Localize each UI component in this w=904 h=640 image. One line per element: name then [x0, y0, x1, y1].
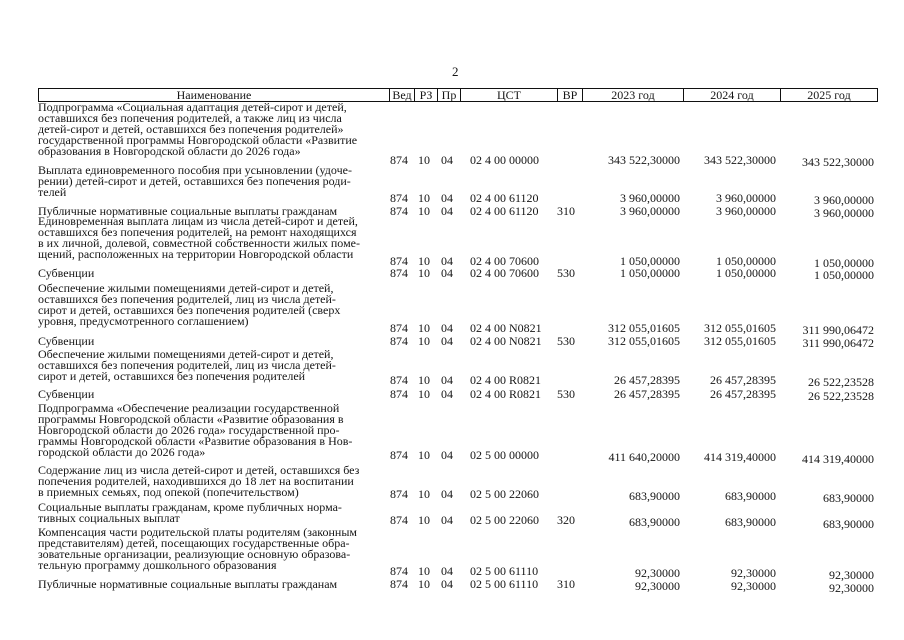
row-cst: 02 4 00 R0821 — [470, 373, 542, 387]
row-name: Публичные нормативные социальные выплаты гражданам — [38, 206, 338, 218]
table-row — [0, 165, 904, 207]
row-cst: 02 4 00 70600 — [470, 254, 539, 268]
row-2023: 92,30000 — [635, 579, 680, 593]
row-cst: 02 4 00 00000 — [470, 153, 539, 167]
row-rz: 10 — [418, 487, 430, 501]
row-ved: 874 — [390, 334, 408, 348]
row-rz: 10 — [418, 334, 430, 348]
row-2023: 3 960,00000 — [620, 204, 680, 218]
row-2025: 26 522,23528 — [808, 389, 874, 403]
row-ved: 874 — [390, 373, 408, 387]
table-row — [0, 577, 904, 595]
row-name: Публичные нормативные социальные выплаты гражданам — [38, 579, 338, 591]
row-2023: 26 457,28395 — [614, 373, 680, 387]
row-pr: 04 — [441, 204, 453, 218]
row-2024: 92,30000 — [731, 579, 776, 593]
row-pr: 04 — [441, 387, 453, 401]
row-ved: 874 — [390, 204, 408, 218]
row-2024: 683,90000 — [725, 515, 776, 529]
row-2024: 92,30000 — [731, 566, 776, 580]
header-2025: 2025 год — [807, 89, 851, 101]
row-cst: 02 4 00 N0821 — [470, 334, 542, 348]
row-name: Выплата единовременного пособия при усыновлении (удоче- рении) детей-сирот и детей, оставшихся без попечения роди- телей — [38, 165, 352, 199]
row-pr: 04 — [441, 321, 453, 335]
row-2025: 1 050,00000 — [814, 256, 874, 270]
row-2025: 683,90000 — [823, 491, 874, 505]
row-name: Обеспечение жилыми помещениями детей-сирот и детей, оставшихся без попечения родителей, лиц из числа детей- сирот и детей, оставшихся без попечения родителей — [38, 349, 336, 383]
row-rz: 10 — [418, 448, 430, 462]
row-2023: 26 457,28395 — [614, 387, 680, 401]
table-row — [0, 336, 904, 349]
row-name: Компенсация части родительской платы родителям (законным представителям) детей, посещающих государственные обра- зовательные организации, реализующие основную образова- тельную программу дошкольного образования — [38, 527, 358, 572]
row-cst: 02 4 00 61120 — [470, 191, 539, 205]
row-rz: 10 — [418, 577, 430, 591]
header-2023: 2023 год — [611, 89, 655, 101]
table-row — [0, 403, 904, 465]
row-name: Социальные выплаты гражданам, кроме публичных норма- тивных социальных выплат — [38, 502, 342, 525]
row-vr: 530 — [557, 266, 575, 280]
row-2025: 92,30000 — [829, 581, 874, 595]
row-pr: 04 — [441, 577, 453, 591]
table-header — [38, 88, 878, 102]
row-rz: 10 — [418, 373, 430, 387]
row-pr: 04 — [441, 487, 453, 501]
row-rz: 10 — [418, 254, 430, 268]
row-2024: 1 050,00000 — [716, 266, 776, 280]
row-2025: 3 960,00000 — [814, 193, 874, 207]
table-row — [0, 527, 904, 582]
row-2024: 683,90000 — [725, 489, 776, 503]
row-cst: 02 5 00 22060 — [470, 513, 539, 527]
row-cst: 02 4 00 61120 — [470, 204, 539, 218]
header-ved: Вед — [392, 89, 412, 101]
row-name: Обеспечение жилыми помещениями детей-сирот и детей, оставшихся без попечения родителей, лиц из числа детей- сирот и детей, оставшихся без попечения родителей (сверх уровня, предусмотренного соглашением) — [38, 283, 341, 328]
row-2025: 311 990,06472 — [802, 323, 874, 337]
row-pr: 04 — [441, 266, 453, 280]
row-name: Подпрограмма «Социальная адаптация детей-сирот и детей, оставшихся без попечения родителей, а также лиц из числа детей-сирот и детей, оставшихся без попечения родителей» государственной программы Новгородской области «Развитие образования в Новгородской области до 2026 года» — [38, 102, 358, 158]
row-vr: 310 — [557, 577, 575, 591]
row-name: Единовременная выплата лицам из числа детей-сирот и детей, оставшихся без попечения родителей, на ремонт находящихся в их личной, долевой, совместной собственности жилых поме- щений, расположенных на территории Новгородской области — [38, 216, 360, 261]
row-2023: 1 050,00000 — [620, 254, 680, 268]
row-name: Содержание лиц из числа детей-сирот и детей, оставшихся без попечения родителей, находившихся до 18 лет на воспитании в приемных семьях, под опекой (попечительством) — [38, 465, 360, 499]
row-pr: 04 — [441, 448, 453, 462]
row-2024: 312 055,01605 — [704, 334, 776, 348]
row-rz: 10 — [418, 513, 430, 527]
row-2023: 1 050,00000 — [620, 266, 680, 280]
row-ved: 874 — [390, 564, 408, 578]
row-2023: 3 960,00000 — [620, 191, 680, 205]
row-name: Субвенции — [38, 389, 95, 401]
header-name: Наименование — [176, 89, 252, 101]
table-row — [0, 216, 904, 270]
row-vr: 310 — [557, 204, 575, 218]
row-2024: 3 960,00000 — [716, 191, 776, 205]
row-vr: 530 — [557, 387, 575, 401]
table-row — [0, 349, 904, 389]
row-2025: 311 990,06472 — [802, 336, 874, 350]
row-rz: 10 — [418, 387, 430, 401]
row-ved: 874 — [390, 191, 408, 205]
row-rz: 10 — [418, 191, 430, 205]
row-2024: 26 457,28395 — [710, 373, 776, 387]
table-row — [0, 389, 904, 402]
row-2025: 343 522,30000 — [802, 155, 874, 169]
row-vr: 530 — [557, 334, 575, 348]
row-rz: 10 — [418, 153, 430, 167]
row-rz: 10 — [418, 266, 430, 280]
row-ved: 874 — [390, 448, 408, 462]
row-cst: 02 4 00 70600 — [470, 266, 539, 280]
row-name: Подпрограмма «Обеспечение реализации государственной программы Новгородской области «Развитие образования в Новгородской области до 2026 года» государственной про- граммы Новгородской области «Развитие образования в Нов- городской области до 2026 года» — [38, 403, 353, 459]
header-cst: ЦСТ — [497, 89, 521, 101]
table-row — [0, 465, 904, 504]
row-cst: 02 4 00 N0821 — [470, 321, 542, 335]
row-2023: 683,90000 — [629, 489, 680, 503]
row-ved: 874 — [390, 513, 408, 527]
row-pr: 04 — [441, 373, 453, 387]
row-ved: 874 — [390, 266, 408, 280]
row-2024: 312 055,01605 — [704, 321, 776, 335]
row-2023: 411 640,20000 — [608, 450, 680, 464]
row-2023: 92,30000 — [635, 566, 680, 580]
row-cst: 02 5 00 61110 — [470, 577, 539, 591]
row-2025: 3 960,00000 — [814, 206, 874, 220]
table-row — [0, 283, 904, 336]
row-rz: 10 — [418, 204, 430, 218]
row-ved: 874 — [390, 387, 408, 401]
row-name: Субвенции — [38, 336, 95, 348]
row-2024: 3 960,00000 — [716, 204, 776, 218]
row-2024: 414 319,40000 — [704, 450, 776, 464]
row-2023: 312 055,01605 — [608, 321, 680, 335]
row-2025: 92,30000 — [829, 568, 874, 582]
row-cst: 02 4 00 R0821 — [470, 387, 542, 401]
header-2024: 2024 год — [710, 89, 754, 101]
row-ved: 874 — [390, 254, 408, 268]
row-2025: 683,90000 — [823, 517, 874, 531]
row-pr: 04 — [441, 254, 453, 268]
header-rz: РЗ — [419, 89, 433, 101]
row-ved: 874 — [390, 321, 408, 335]
row-cst: 02 5 00 22060 — [470, 487, 539, 501]
row-2024: 26 457,28395 — [710, 387, 776, 401]
row-2025: 414 319,40000 — [802, 452, 874, 466]
page-number: 2 — [452, 64, 459, 79]
header-vr: ВР — [562, 89, 578, 101]
row-rz: 10 — [418, 564, 430, 578]
row-pr: 04 — [441, 513, 453, 527]
row-ved: 874 — [390, 487, 408, 501]
row-2023: 312 055,01605 — [608, 334, 680, 348]
table-row — [0, 102, 904, 169]
row-2023: 683,90000 — [629, 515, 680, 529]
row-2023: 343 522,30000 — [608, 153, 680, 167]
row-ved: 874 — [390, 577, 408, 591]
row-2024: 343 522,30000 — [704, 153, 776, 167]
row-name: Субвенции — [38, 268, 95, 280]
row-ved: 874 — [390, 153, 408, 167]
row-2025: 1 050,00000 — [814, 268, 874, 282]
row-pr: 04 — [441, 153, 453, 167]
table-row — [0, 502, 904, 529]
row-pr: 04 — [441, 334, 453, 348]
row-pr: 04 — [441, 564, 453, 578]
row-pr: 04 — [441, 191, 453, 205]
row-2024: 1 050,00000 — [716, 254, 776, 268]
table-row — [0, 268, 904, 281]
header-pr: Пр — [441, 89, 457, 101]
row-rz: 10 — [418, 321, 430, 335]
row-2025: 26 522,23528 — [808, 375, 874, 389]
row-cst: 02 5 00 00000 — [470, 448, 539, 462]
row-cst: 02 5 00 61110 — [470, 564, 539, 578]
row-vr: 320 — [557, 513, 575, 527]
